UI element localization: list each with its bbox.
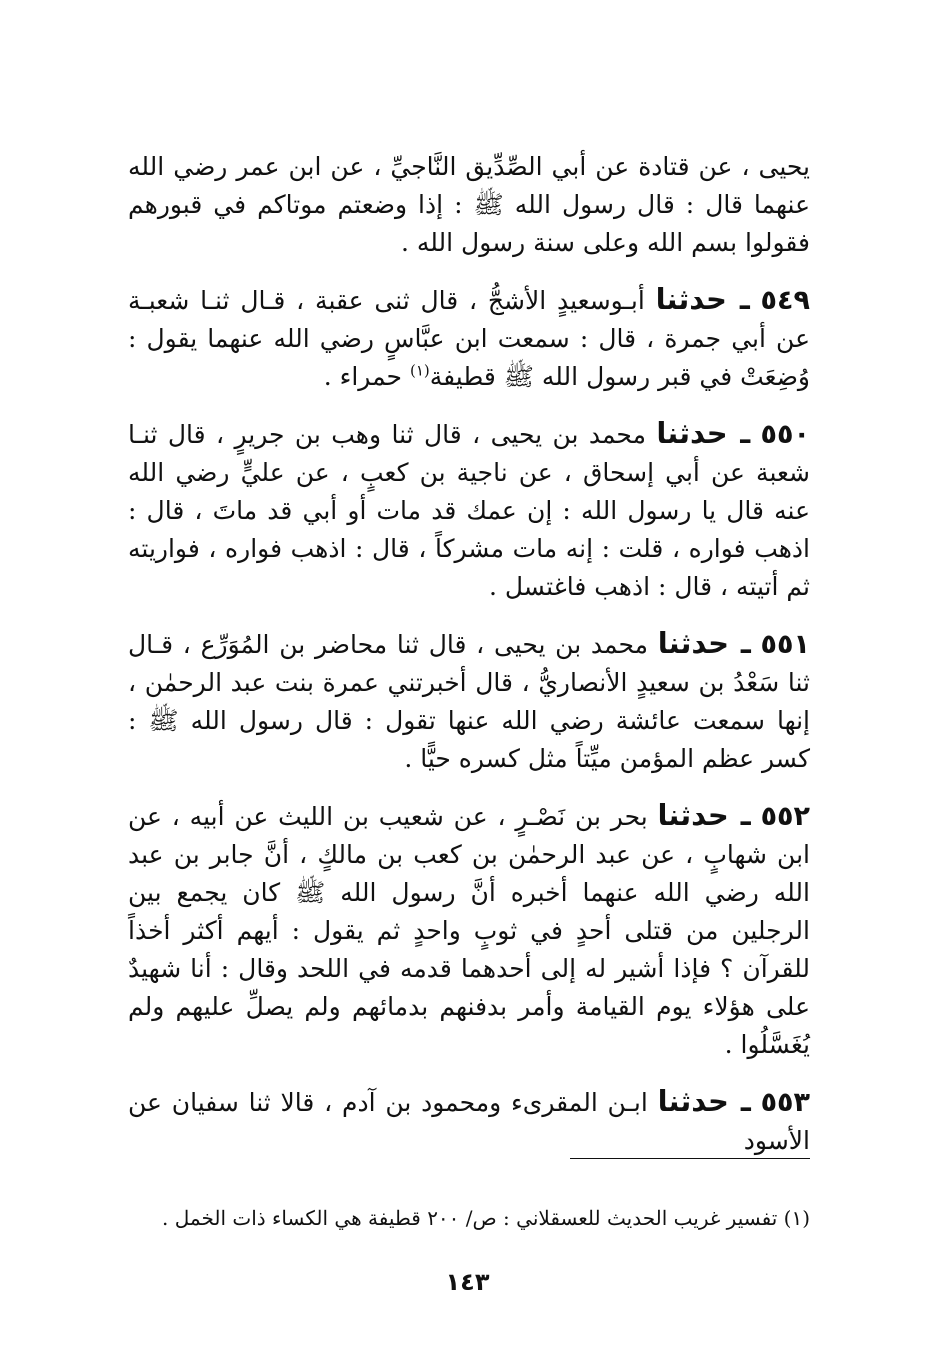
hadith-number: ٥٥٣	[760, 1087, 811, 1118]
hadith-number: ٥٥١	[760, 629, 810, 660]
hadith-number: ٥٤٩	[760, 285, 810, 316]
footnote-divider	[570, 1158, 810, 1159]
hadith-text: محمد بن يحيى ، قال ثنا وهب بن جريرٍ ، قال ثنـا شعبة عن أبي إسحاق ، عن ناجية بن كعبٍ ، عن عليٍّ رضي الله عنه قال يا رسول الله : إن عمك قد مات أو أبي قد ماتَ ، قال : اذهب فواره ، قلت : إنه مات مشركاً ، قال : اذهب فواره ، فواريته ثم أتيته ، قال : اذهب فاغتسل .	[128, 420, 810, 601]
main-text	[128, 148, 810, 1178]
hadith-551	[128, 624, 810, 778]
hadith-number: ٥٥٠	[760, 419, 810, 450]
hadith-552	[128, 796, 810, 1064]
hadith-text-end: حمراء .	[323, 362, 410, 391]
hadith-heading: ـ حدثنا	[656, 416, 751, 450]
hadith-heading: ـ حدثنا	[655, 282, 750, 316]
hadith-text: أبـوسعيدٍ الأشجُّ ، قال ثنى عقبة ، قـال ثنـا شعبـة عن أبي جمرة ، قال : سمعت ابن عبَّاسٍ رضي الله عنهما يقول : وُضِعَتْ في قبر رسول الله ﷺ قطيفة	[128, 286, 810, 391]
footnote: (١) تفسير غريب الحديث للعسقلاني : ص/ ٢٠٠ قطيفة هي الكساء ذات الخمل .	[162, 1206, 810, 1230]
hadith-553	[128, 1082, 810, 1160]
hadith-549	[128, 280, 810, 396]
hadith-text: محمد بن يحيى ، قال ثنا محاضر بن المُوَرِّع ، قـال ثنا سَعْدُ بن سعيدٍ الأنصاريُّ ، قال أخبرتني عمرة بنت عبد الرحمٰن ، إنها سمعت عائشة رضي الله عنها تقول : قال رسول الله ﷺ : كسر عظم المؤمن ميِّتاً مثل كسره حيًّا .	[128, 630, 810, 773]
hadith-550	[128, 414, 810, 606]
hadith-text: بحر بن نَصْـرٍ ، عن شعيب بن الليث عن أبيه ، عن ابن شهابٍ ، عن عبد الرحمٰن بن كعب بن مالكٍ ، أنَّ جابر بن عبد الله رضي الله عنهما أخبره أنَّ رسول الله ﷺ كان يجمع بين الرجلين من قتلى أحدٍ في ثوبٍ واحدٍ ثم يقول : أيهم أكثر أخذاً للقرآن ؟ فإذا أشير له إلى أحدهما قدمه في اللحد وقال : أنا شهيدٌ على هؤلاء يوم القيامة وأمر بدفنهم بدمائهم ولم يصلِّ عليهم ولم يُغَسَّلُوا .	[128, 802, 810, 1059]
page-number: ١٤٣	[445, 1268, 490, 1296]
hadith-heading: ـ حدثنا	[657, 1084, 751, 1118]
hadith-heading: ـ حدثنا	[657, 626, 751, 660]
footnote-reference: (١)	[409, 361, 430, 380]
hadith-heading: ـ حدثنا	[657, 798, 751, 832]
hadith-text: ابـن المقرىء ومحمود بن آدم ، قالا ثنا سفيان عن الأسود	[128, 1088, 810, 1155]
intro-paragraph: يحيى ، عن قتادة عن أبي الصِّدِّيق النَّاجيِّ ، عن ابن عمر رضي الله عنهما قال : قال رسول الله ﷺ : إذا وضعتم موتاكم في قبورهم فقولوا بسم الله وعلى سنة رسول الله .	[128, 152, 810, 257]
hadith-number: ٥٥٢	[760, 801, 811, 832]
